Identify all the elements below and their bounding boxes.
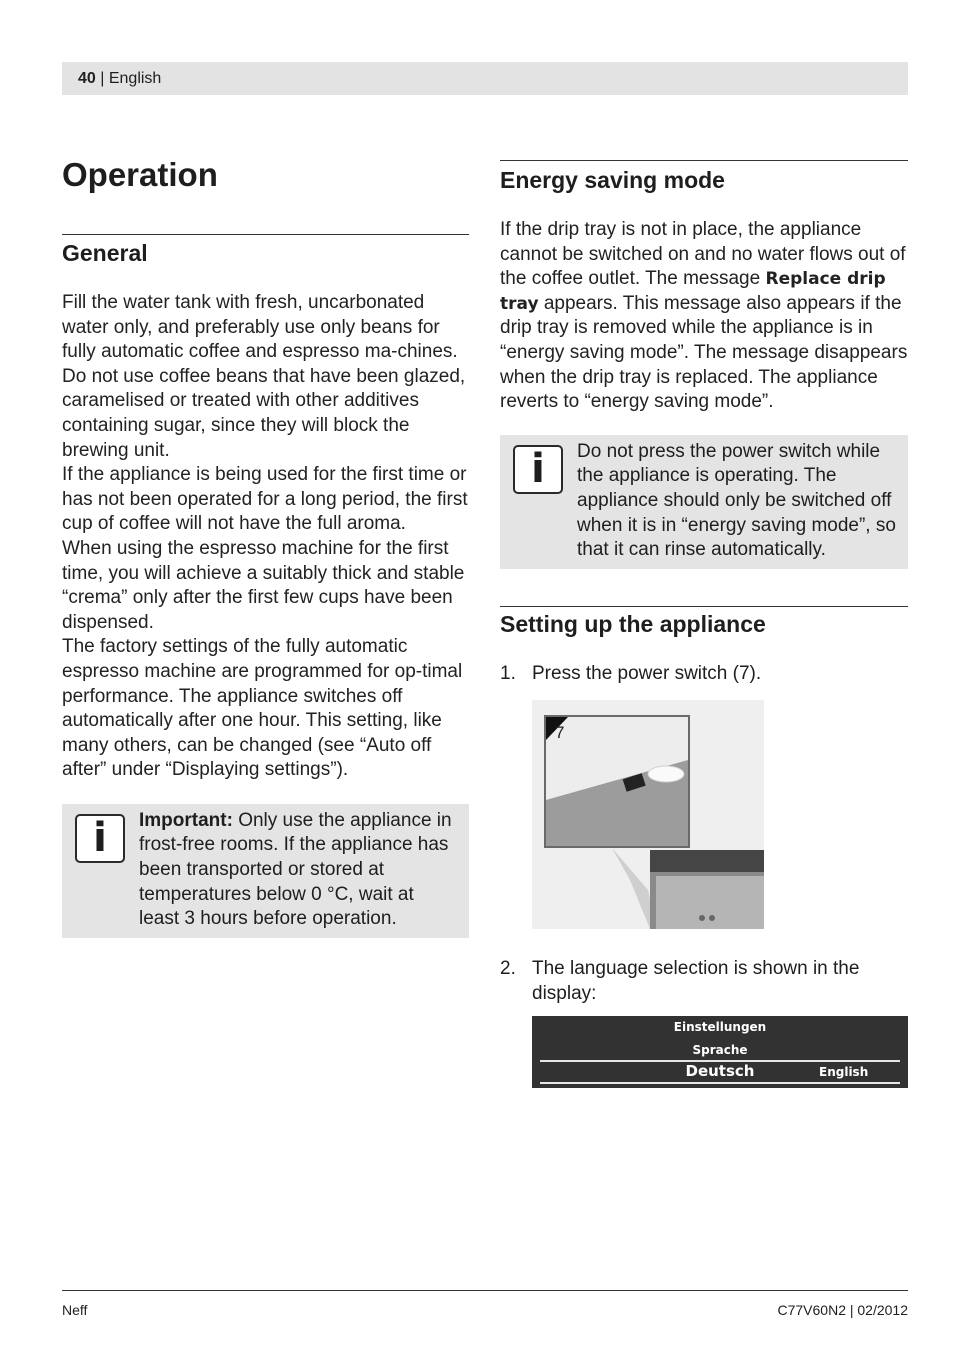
energy-text-part: If the drip tray is not in place, the appliance cannot be switched on and no water flows out of the coffee outlet. The message [500,219,906,290]
setup-heading: Setting up the appliance [500,610,766,637]
header-separator: | [95,70,109,87]
display-message: Replace drip tray [500,269,886,314]
section-divider [62,234,469,235]
step-text: The language selection is shown in the display: [532,958,860,1004]
step-item [500,662,908,687]
general-body [62,291,469,783]
section-divider [500,160,908,161]
left-column [62,150,469,938]
footer-model: C77V60N2 | 02/2012 [777,1302,908,1318]
general-heading: General [62,240,148,266]
step-text: Press the power switch (7). [532,662,762,684]
general-paragraph: When using the espresso machine for the first time, you will achieve a suitably thick and stable “crema” only after the first few cups have been dispensed. [62,537,465,633]
display-selected-language: Deutsch [685,1061,755,1080]
display-language-option: English [819,1064,869,1079]
info-icon: i [513,445,563,494]
important-text: Only use the appliance in frost-free rooms. If the appliance has been transported or stored at temperatures below 0 °C, wait at least 3 hours before operation. [139,809,452,930]
general-paragraph: Fill the water tank with fresh, uncarbonated water only, and preferably use only beans for fully automatic coffee and espresso ma-chines. Do not use coffee beans that have been glazed, caramelised or treated with other additives containing sugar, since they will block the brewing unit. [62,292,466,461]
power-switch-note [500,435,908,569]
photo-illustration [532,700,764,929]
energy-text-part: appears. This message also appears if the drip tray is removed while the appliance is in “energy saving mode”. The message disappears when the drip tray is replaced. The appliance reverts to “energy saving mode”. [500,292,908,413]
footer-divider [62,1290,908,1291]
power-note-text: Do not press the power switch while the appliance is operating. The appliance should only be switched off when it is in “energy saving mode”, so that it can rinse automatically. [577,440,896,561]
step-number: 2. [500,958,516,980]
page-title: Operation [62,156,218,193]
step-number: 1. [500,662,516,684]
general-paragraph: If the appliance is being used for the first time or has not been operated for a long period, the first cup of coffee will not have the full aroma. [62,464,468,535]
info-icon: i [75,814,125,863]
footer-brand: Neff [62,1302,88,1318]
display-divider [540,1082,900,1084]
display-menu-title: Einstellungen [673,1019,767,1034]
energy-saving-heading: Energy saving mode [500,167,725,193]
general-paragraph: The factory settings of the fully automatic espresso machine are programmed for op-timal performance. The appliance switches off automatically after one hour. This setting, like many others, can be changed (see “Auto off after” under “Displaying settings”). [62,636,463,781]
step-item [500,957,908,1006]
section-divider [500,606,908,607]
energy-saving-text [500,218,908,415]
photo-callout-number: 7 [555,723,565,743]
important-note [62,804,469,938]
display-submenu-title: Sprache [692,1042,748,1057]
right-column [500,160,908,1088]
header-language: English [108,70,162,87]
power-switch-photo [532,700,764,929]
important-label: Important: [139,809,233,831]
page-header [62,62,908,95]
language-display [532,1016,908,1088]
page-number: 40 [78,70,96,87]
